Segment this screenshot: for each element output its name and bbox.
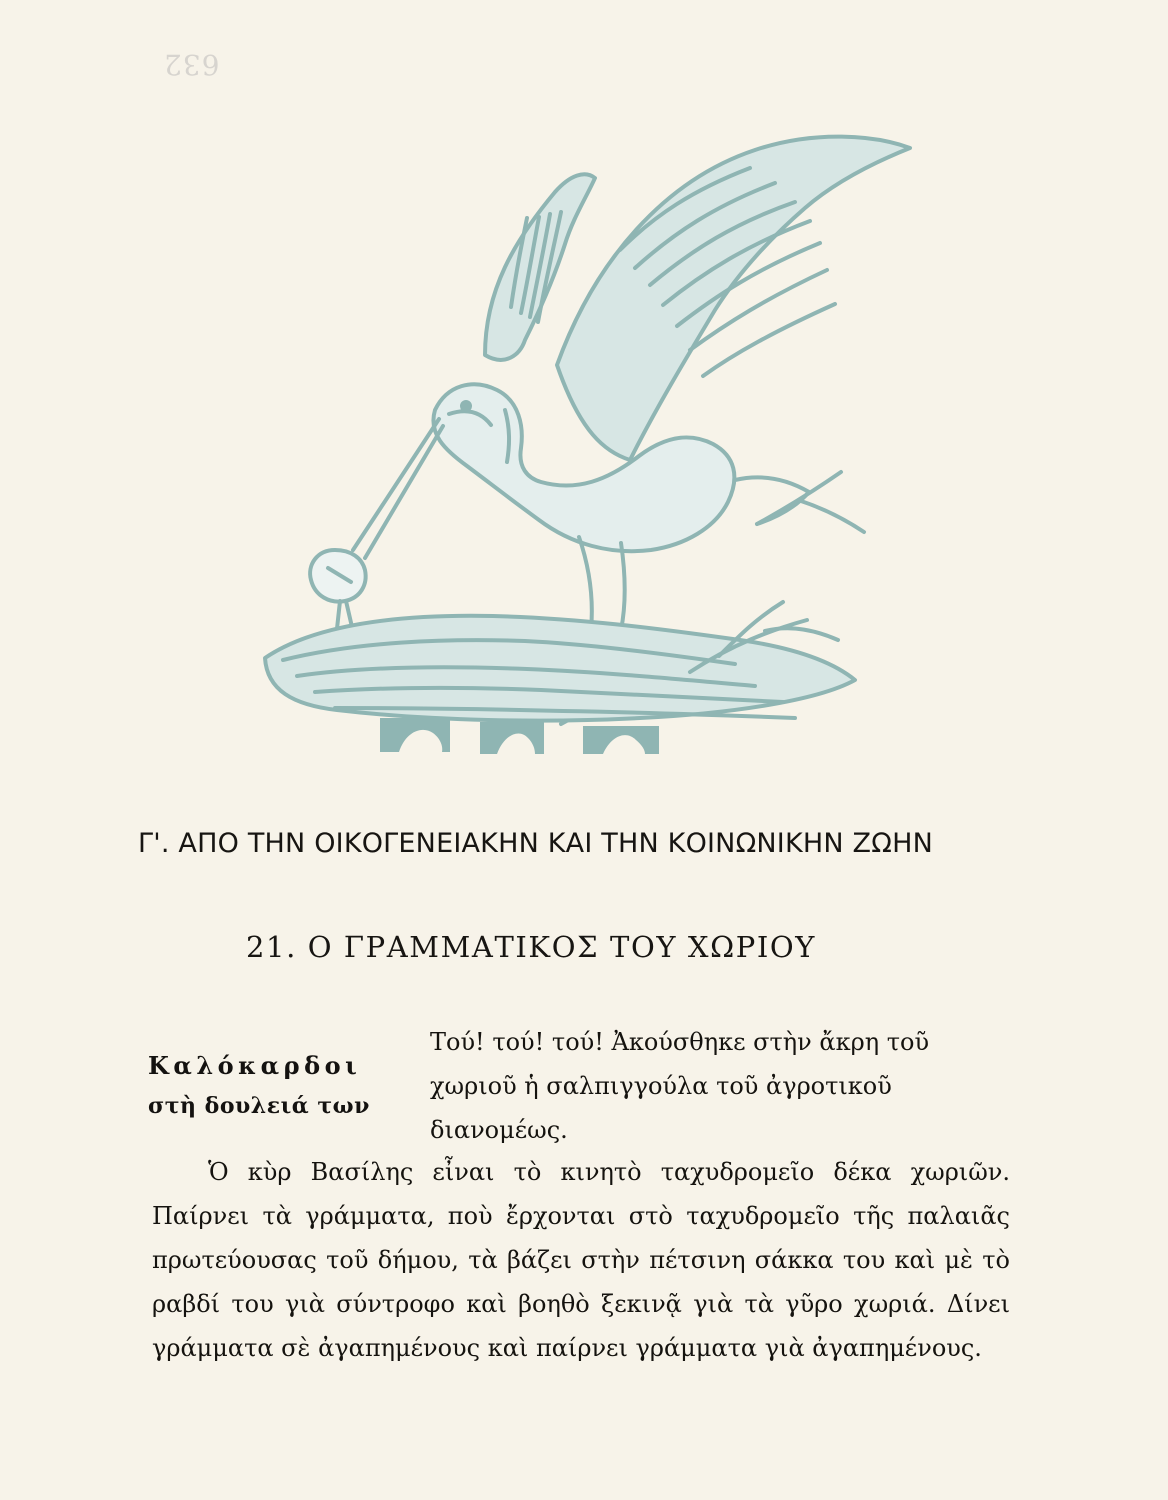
body-paragraph: Ὁ κὺρ Βασίλης εἶναι τὸ κινητὸ ταχυδρομεῖο δέκα χωριῶν. Παίρνει τὰ γράμματα, ποὺ ἔρχονται στὸ ταχυδρομεῖο τῆς παλαιᾶς πρωτεύουσας τοῦ δήμου, τὰ βάζει στὴν πέτσινη σάκκα του καὶ μὲ τὸ ραβδί του γιὰ σύντροφο καὶ βοηθὸ ξεκινᾷ γιὰ τὰ γῦρο χωριά. Δίνει γράμματα σὲ ἀγαπημένους καὶ παίρνει γράμματα γιὰ ἀγαπημένους. [152,1158,1010,1362]
stork-nest-icon [235,120,935,770]
margin-note-line: στὴ δουλειά των [148,1093,370,1119]
intro-paragraph: Τού! τού! τού! Ἀκούσθηκε στὴν ἄκρη τοῦ χωριοῦ ἡ σαλπιγγούλα τοῦ ἀγροτικοῦ διανομέως. [430,1028,930,1144]
page-number: 632 [163,48,220,81]
chapter-title: 21. Ο ΓΡΑΜΜΑΤΙΚΟΣ ΤΟΥ ΧΩΡΙΟΥ [246,930,817,964]
margin-note [148,1048,418,1124]
section-heading: Γ'. ΑΠΟ ΤΗΝ ΟΙΚΟΓΕΝΕΙΑΚΗΝ ΚΑΙ ΤΗΝ ΚΟΙΝΩΝΙΚΗΝ ΖΩΗΝ [138,828,933,859]
margin-note-line: Καλόκαρδοι [148,1051,362,1080]
